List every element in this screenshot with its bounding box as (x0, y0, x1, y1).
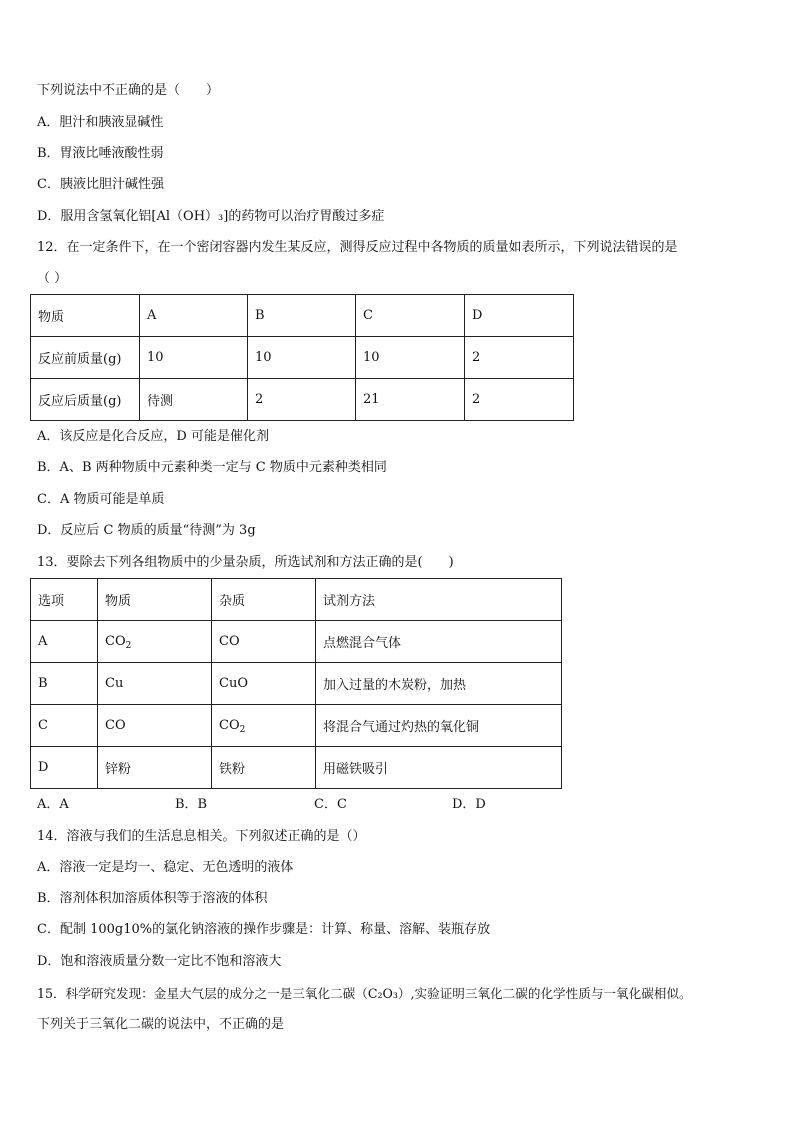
table-header-cell: 物质 (31, 295, 140, 337)
q11-option-b: B．胃液比唾液酸性弱 (37, 146, 164, 161)
formula-text: 锌粉 (105, 762, 132, 777)
table-cell: 反应前质量(g) (31, 337, 140, 379)
method-cell: 将混合气通过灼热的氧化铜 (316, 705, 562, 747)
q13-option-b: B．B (175, 797, 208, 812)
table-header-row (31, 295, 574, 337)
impurity-cell (212, 747, 316, 789)
table-row (31, 747, 562, 789)
q15-stem-continued: 下列关于三氧化二碳的说法中，不正确的是 (37, 1017, 285, 1032)
table-header-cell: 选项 (31, 579, 98, 621)
table-cell: 2 (465, 337, 574, 379)
formula-subscript: 2 (239, 725, 246, 735)
q12-option-c: C．A 物质可能是单质 (37, 492, 165, 507)
formula-text: CO (105, 718, 126, 733)
table-header-cell: 试剂方法 (316, 579, 562, 621)
impurity-cell (212, 621, 316, 663)
q11-option-d: D．服用含氢氧化铝[Al（OH）₃]的药物可以治疗胃酸过多症 (37, 209, 385, 224)
q13-option-d: D．D (452, 797, 486, 812)
option-cell: B (31, 663, 98, 705)
substance-cell (98, 621, 212, 663)
method-cell: 加入过量的木炭粉，加热 (316, 663, 562, 705)
q14-option-a: A．溶液一定是均一、稳定、无色透明的液体 (37, 860, 294, 875)
q14-stem: 14．溶液与我们的生活息息相关。下列叙述正确的是（） (37, 829, 366, 844)
q15-stem: 15．科学研究发现：金星大气层的成分之一是三氧化二碳（C₂O₃）,实验证明三氧化二碳的化学性质与一氧化碳相似。 (37, 986, 692, 1001)
q11-option-c: C．胰液比胆汁碱性强 (37, 177, 164, 192)
table-row (31, 337, 574, 379)
substance-cell (98, 747, 212, 789)
formula-subscript: 2 (125, 641, 132, 651)
substance-cell (98, 663, 212, 705)
q11-option-a: A．胆汁和胰液显碱性 (37, 115, 164, 130)
q13-stem: 13．要除去下列各组物质中的少量杂质，所选试剂和方法正确的是( ) (37, 555, 454, 570)
table-row (31, 663, 562, 705)
formula-text: CuO (219, 676, 248, 691)
formula-text: CO (105, 634, 126, 649)
option-cell: D (31, 747, 98, 789)
method-cell: 点燃混合气体 (316, 621, 562, 663)
q12-option-a: A．该反应是化合反应，D 可能是催化剂 (37, 429, 269, 444)
q12-option-d: D．反应后 C 物质的质量“待测”为 3g (37, 523, 256, 538)
table-cell: 2 (248, 379, 356, 421)
table-cell: 待测 (140, 379, 248, 421)
q14-option-c: C．配制 100g10%的氯化钠溶液的操作步骤是：计算、称量、溶解、装瓶存放 (37, 922, 491, 937)
formula-text: 铁粉 (219, 762, 246, 777)
table-header-cell: D (465, 295, 574, 337)
table-cell: 10 (248, 337, 356, 379)
table-cell: 10 (140, 337, 248, 379)
formula-text: CO (219, 718, 240, 733)
option-cell: C (31, 705, 98, 747)
table-cell: 反应后质量(g) (31, 379, 140, 421)
q12-table (30, 294, 574, 421)
table-header-cell: 物质 (98, 579, 212, 621)
formula-text: CO (219, 634, 240, 649)
table-row (31, 621, 562, 663)
table-row (31, 705, 562, 747)
q11-stem: 下列说法中不正确的是（ ） (37, 83, 220, 98)
substance-cell (98, 705, 212, 747)
impurity-cell (212, 663, 316, 705)
option-cell: A (31, 621, 98, 663)
q13-option-c: C．C (314, 797, 347, 812)
table-header-row (31, 579, 562, 621)
formula-text: Cu (105, 676, 124, 691)
q14-option-d: D．饱和溶液质量分数一定比不饱和溶液大 (37, 954, 282, 969)
q12-option-b: B．A、B 两种物质中元素种类一定与 C 物质中元素种类相同 (37, 460, 387, 475)
table-header-cell: B (248, 295, 356, 337)
impurity-cell (212, 705, 316, 747)
table-cell: 21 (356, 379, 465, 421)
table-header-cell: 杂质 (212, 579, 316, 621)
q13-option-a: A．A (37, 797, 69, 812)
table-header-cell: C (356, 295, 465, 337)
method-cell: 用磁铁吸引 (316, 747, 562, 789)
q14-option-b: B．溶剂体积加溶质体积等于溶液的体积 (37, 891, 268, 906)
table-cell: 2 (465, 379, 574, 421)
q13-table (30, 578, 562, 789)
table-cell: 10 (356, 337, 465, 379)
q12-stem: 12．在一定条件下，在一个密闭容器内发生某反应，测得反应过程中各物质的质量如表所示，下列说法错误的是 (37, 240, 678, 255)
table-row (31, 379, 574, 421)
table-header-cell: A (140, 295, 248, 337)
q12-stem-bracket: （ ） (37, 271, 68, 286)
